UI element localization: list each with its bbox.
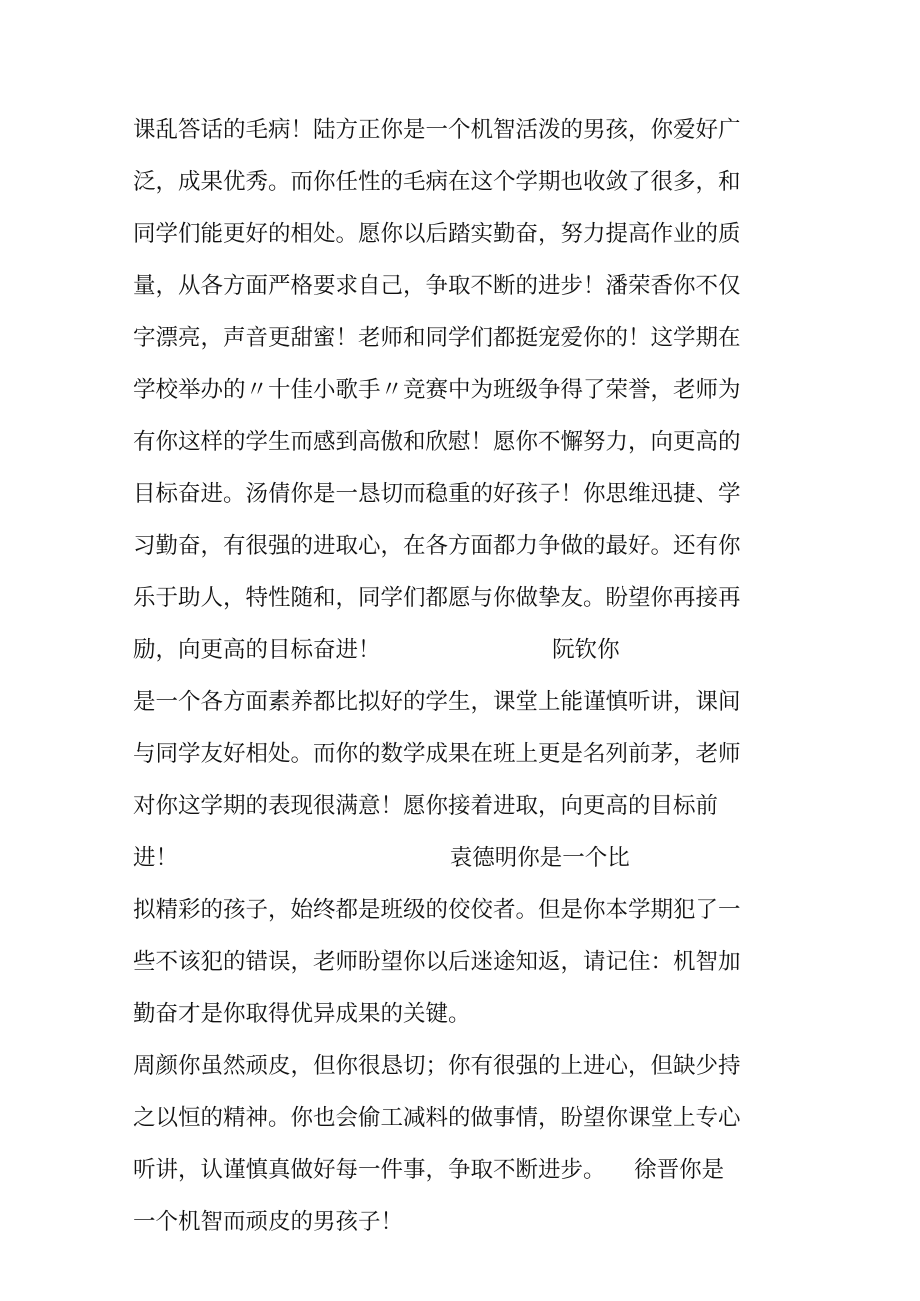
text-line: 乐于助人，特性随和，同学们都愿与你做挚友。盼望你再接再 [133, 585, 741, 611]
text-line: 勤奋才是你取得优异成果的关键。 [133, 1001, 471, 1027]
text-line: 励，向更高的目标奋进！ 阮钦你 [133, 637, 620, 663]
document-body [133, 104, 813, 1248]
text-line: 一个机智而顽皮的男孩子！ [133, 1209, 404, 1235]
text-line: 对你这学期的表现很满意！愿你接着进取，向更高的目标前 [133, 793, 719, 819]
text-line: 是一个各方面素养都比拟好的学生，课堂上能谨慎听讲，课间 [133, 689, 741, 715]
text-line: 与同学友好相处。而你的数学成果在班上更是名列前茅，老师 [133, 741, 741, 767]
text-line: 课乱答话的毛病！陆方正你是一个机智活泼的男孩，你爱好广 [133, 117, 741, 143]
text-line: 听讲，认谨慎真做好每一件事，争取不断进步。 徐晋你是 [133, 1157, 725, 1183]
text-line: 进！ 袁德明你是一个比 [133, 845, 630, 871]
text-line: 之以恒的精神。你也会偷工减料的做事情，盼望你课堂上专心 [133, 1105, 741, 1131]
text-line: 有你这样的学生而感到高傲和欣慰！愿你不懈努力，向更高的 [133, 429, 741, 455]
text-line: 学校举办的〃十佳小歌手〃竞赛中为班级争得了荣誉，老师为 [133, 377, 741, 403]
text-line: 习勤奋，有很强的进取心，在各方面都力争做的最好。还有你 [133, 533, 741, 559]
text-line: 同学们能更好的相处。愿你以后踏实勤奋，努力提高作业的质 [133, 221, 741, 247]
text-line: 量，从各方面严格要求自己，争取不断的进步！潘荣香你不仅 [133, 273, 741, 299]
text-line: 字漂亮，声音更甜蜜！老师和同学们都挺宠爱你的！这学期在 [133, 325, 741, 351]
text-line: 拟精彩的孩子，始终都是班级的佼佼者。但是你本学期犯了一 [133, 897, 741, 923]
text-line: 目标奋进。汤倩你是一恳切而稳重的好孩子！你思维迅捷、学 [133, 481, 741, 507]
text-line: 周颜你虽然顽皮，但你很恳切；你有很强的上进心，但缺少持 [133, 1053, 741, 1079]
text-line: 泛，成果优秀。而你任性的毛病在这个学期也收敛了很多，和 [133, 169, 741, 195]
text-line: 些不该犯的错误，老师盼望你以后迷途知返，请记住：机智加 [133, 949, 741, 975]
